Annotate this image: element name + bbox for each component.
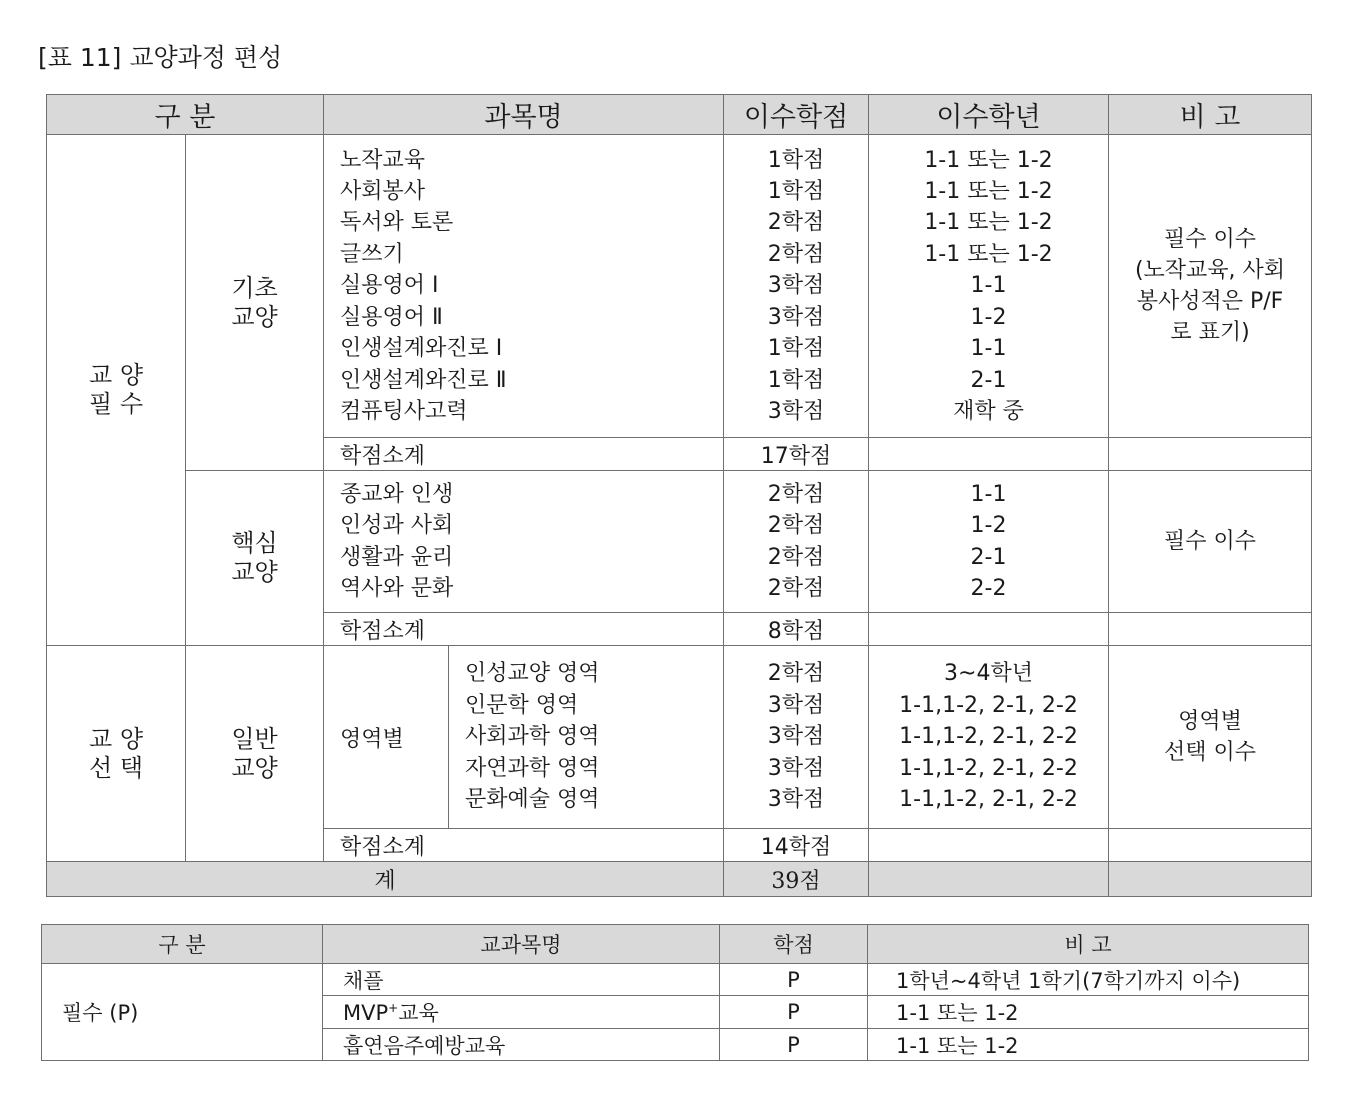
subject-name bbox=[323, 996, 720, 1029]
table-caption: [표 11] 교양과정 편성 bbox=[38, 43, 283, 72]
basic-liberal-arts-label: 기초 교양 bbox=[186, 135, 324, 471]
header-year: 이수학년 bbox=[869, 95, 1109, 135]
core-remarks: 필수 이수 bbox=[1109, 471, 1312, 613]
empty-cell bbox=[869, 862, 1109, 897]
subject-credit: P bbox=[720, 1029, 868, 1061]
empty-cell bbox=[1109, 613, 1312, 646]
group-required: 교 양 필 수 bbox=[47, 135, 186, 646]
subject-name: 채플 bbox=[323, 964, 720, 996]
subject-name-main: MVP bbox=[343, 1001, 389, 1025]
header-category: 구 분 bbox=[47, 95, 324, 135]
header-category: 구 분 bbox=[42, 925, 323, 964]
empty-cell bbox=[1109, 829, 1312, 862]
group-elective: 교 양 선 택 bbox=[47, 646, 186, 862]
total-label: 계 bbox=[47, 862, 724, 897]
core-liberal-arts-label: 핵심 교양 bbox=[186, 471, 324, 646]
subject-credit: P bbox=[720, 964, 868, 996]
total-credits: 39점 bbox=[724, 862, 869, 897]
basic-course-list: 노작교육 사회봉사 독서와 토론 글쓰기 실용영어 Ⅰ 실용영어 Ⅱ 인생설계와진로 Ⅰ 인생설계와진로 Ⅱ 컴퓨팅사고력 bbox=[324, 135, 724, 438]
basic-credit-list: 1학점 1학점 2학점 2학점 3학점 3학점 1학점 1학점 3학점 bbox=[724, 135, 869, 438]
header-subject-name: 교과목명 bbox=[323, 925, 720, 964]
core-year-list: 1-1 1-2 2-1 2-2 bbox=[869, 471, 1109, 613]
basic-subtotal-label: 학점소계 bbox=[324, 438, 724, 471]
subject-name-superscript: + bbox=[388, 1001, 399, 1015]
subject-remarks: 1-1 또는 1-2 bbox=[868, 1029, 1309, 1061]
general-subtotal-label: 학점소계 bbox=[324, 829, 724, 862]
general-year-list: 3~4학년 1-1,1-2, 2-1, 2-2 1-1,1-2, 2-1, 2-2 1-1,1-2, 2-1, 2-2 1-1,1-2, 2-1, 2-2 bbox=[869, 646, 1109, 829]
subject-remarks: 1-1 또는 1-2 bbox=[868, 996, 1309, 1029]
header-credit: 학점 bbox=[720, 925, 868, 964]
header-remarks: 비 고 bbox=[1109, 95, 1312, 135]
core-subtotal: 8학점 bbox=[724, 613, 869, 646]
subject-name: 흡연음주예방교육 bbox=[323, 1029, 720, 1061]
basic-year-list: 1-1 또는 1-2 1-1 또는 1-2 1-1 또는 1-2 1-1 또는 1-2 1-1 1-2 1-1 2-1 재학 중 bbox=[869, 135, 1109, 438]
header-credits: 이수학점 bbox=[724, 95, 869, 135]
empty-cell bbox=[1109, 438, 1312, 471]
subject-name-rest: 교육 bbox=[398, 1001, 439, 1025]
header-remarks: 비 고 bbox=[868, 925, 1309, 964]
liberal-arts-curriculum-table bbox=[46, 94, 1312, 897]
basic-remarks: 필수 이수 (노작교육, 사회 봉사성적은 P/F 로 표기) bbox=[1109, 135, 1312, 438]
general-liberal-arts-label: 일반 교양 bbox=[186, 646, 324, 862]
core-course-list: 종교와 인생 인성과 사회 생활과 윤리 역사와 문화 bbox=[324, 471, 724, 613]
empty-cell bbox=[1109, 862, 1312, 897]
header-course-name: 과목명 bbox=[324, 95, 724, 135]
required-pass-fail-table bbox=[41, 924, 1309, 1061]
general-subtotal: 14학점 bbox=[724, 829, 869, 862]
basic-subtotal: 17학점 bbox=[724, 438, 869, 471]
empty-cell bbox=[869, 613, 1109, 646]
subject-credit: P bbox=[720, 996, 868, 1029]
core-subtotal-label: 학점소계 bbox=[324, 613, 724, 646]
general-credit-list: 2학점 3학점 3학점 3학점 3학점 bbox=[724, 646, 869, 829]
empty-cell bbox=[869, 829, 1109, 862]
core-credit-list: 2학점 2학점 2학점 2학점 bbox=[724, 471, 869, 613]
group-required-pass: 필수 (P) bbox=[42, 964, 323, 1061]
general-area-list: 인성교양 영역 인문학 영역 사회과학 영역 자연과학 영역 문화예술 영역 bbox=[449, 646, 724, 829]
area-label: 영역별 bbox=[324, 646, 449, 829]
general-remarks: 영역별 선택 이수 bbox=[1109, 646, 1312, 829]
empty-cell bbox=[869, 438, 1109, 471]
subject-remarks: 1학년~4학년 1학기(7학기까지 이수) bbox=[868, 964, 1309, 996]
